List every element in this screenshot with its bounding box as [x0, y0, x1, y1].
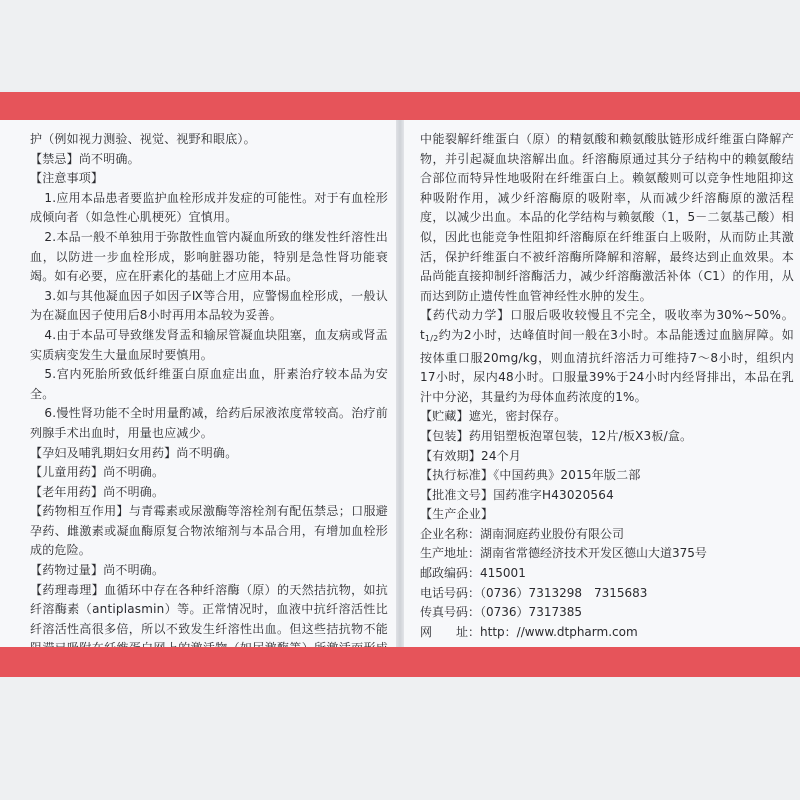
section-pregnancy: 【孕妇及哺乳期妇女用药】尚不明确。 — [30, 445, 238, 460]
section-contraindications: 【禁忌】尚不明确。 — [30, 151, 140, 166]
section-precautions: 【注意事项】 — [30, 171, 104, 186]
bottom-margin — [0, 677, 800, 800]
left-column — [0, 120, 396, 647]
postcode-row: 邮政编码：415001 — [420, 566, 526, 581]
pharmacology-continued: 中能裂解纤维蛋白（原）的精氨酸和赖氨酸肽链形成纤维蛋白降解产物，并引起凝血块溶解出血。纤溶酶原通过其分子结构中的赖氨酸结合部位而特异性地吸附在纤维蛋白上。赖氨酸则可以竞争性地阻抑这种吸附作用，减少纤溶酶原的吸附率，从而减少纤溶酶原的激活程度，以减少出血。本品的化学结构与赖氨酸（1，5－二氨基己酸）相似，因此也能竞争性阻抑纤溶酶原在纤维蛋白上吸附，从而防止其激活，保护纤维蛋白不被纤溶酶所降解和溶解，最终达到止血效果。本品尚能直接抑制纤溶酶活力，减少纤溶酶激活补体（C1）的作用，从而达到防止遗传性血管神经性水肿的发生。 — [420, 132, 794, 303]
fax-row: 传真号码：（0736）7317385 — [420, 605, 582, 620]
top-red-band — [0, 92, 800, 120]
phone-row: 电话号码：（0736）7313298 7315683 — [420, 585, 648, 600]
section-geriatric: 【老年用药】尚不明确。 — [30, 484, 165, 499]
precaution-item-1: 1.应用本品患者要监护血栓形成并发症的可能性。对于有血栓形成倾向者（如急性心肌梗死）宜慎用。 — [30, 190, 388, 225]
text-line-0: 护（例如视力测验、视觉、视野和眼底）。 — [30, 132, 256, 146]
website-row: 网 址：http：//www.dtpharm.com — [420, 624, 638, 639]
top-margin — [0, 0, 800, 90]
section-validity: 【有效期】24个月 — [420, 448, 522, 463]
address-row: 生产地址：湖南省常德经济技术开发区德山大道375号 — [420, 546, 707, 561]
section-pharmacology: 【药理毒理】血循环中存在各种纤溶酶（原）的天然拮抗物，如抗纤溶酶素（antiplasmin）等。正常情况时，血液中抗纤溶活性比纤溶活性高很多倍，所以不致发生纤溶性出血。但这些拮抗物不能 — [30, 582, 389, 636]
bottom-red-band — [0, 647, 800, 677]
precaution-item-4: 4.由于本品可导致继发肾盂和输尿管凝血块阻塞，血友病或肾盂实质病变发生大量血尿时要慎用。 — [30, 327, 388, 362]
precaution-item-6: 6.慢性肾功能不全时用量酌减，给药后尿液浓度常较高。治疗前列腺手术出血时，用量也应减少。 — [30, 406, 388, 440]
section-overdose: 【药物过量】尚不明确。 — [30, 563, 165, 578]
section-standard: 【执行标准】《中国药典》2015年版二部 — [420, 468, 641, 483]
precaution-item-3: 3.如与其他凝血因子如因子Ⅸ等合用，应警惕血栓形成，一般认为在凝血因子使用后8小时再用本品较为妥善。 — [30, 288, 388, 323]
company-name-row: 企业名称：湖南洞庭药业股份有限公司 — [420, 526, 625, 541]
section-package: 【包装】药用铝塑板泡罩包装，12片/板X3板/盒。 — [420, 428, 693, 443]
precaution-item-2: 2.本品一般不单独用于弥散性血管内凝血所致的继发性纤溶性出血，以防进一步血栓形成，影响脏器功能，特别是急性肾功能衰竭。如有必要，应在肝素化的基础上才应用本品。 — [30, 229, 388, 284]
section-manufacturer: 【生产企业】 — [420, 507, 494, 522]
section-pediatric: 【儿童用药】尚不明确。 — [30, 465, 165, 480]
section-approval: 【批准文号】国药准字H43020564 — [420, 487, 614, 502]
section-storage: 【贮藏】遮光，密封保存。 — [420, 409, 567, 424]
page-fold — [396, 120, 404, 647]
section-interactions: 【药物相互作用】与青霉素或尿激酶等溶栓剂有配伍禁忌；口服避孕药、雌激素或凝血酶原复合物浓缩剂与本品合用，有增加血栓形成的危险。 — [30, 504, 389, 558]
right-column — [404, 120, 800, 647]
section-pharmacokinetics: 【药代动力学】口服后吸收较慢且不完全，吸收率为30%~50%。$t_{1/2}$约为2小时，达峰值时间一般在3小时。本品能透过血脑屏障。如按体重口服20mg/kg，则血清抗纤溶活力可维持7～8小时，组织内17小时，尿内48小时。口服量39%于24小时内经肾排出，本品在乳汁中分泌，其量约为母体血药浓度的1%。 — [420, 308, 794, 404]
precaution-item-5: 5.宫内死胎所致低纤维蛋白原血症出血，肝素治疗较本品为安全。 — [30, 367, 388, 401]
